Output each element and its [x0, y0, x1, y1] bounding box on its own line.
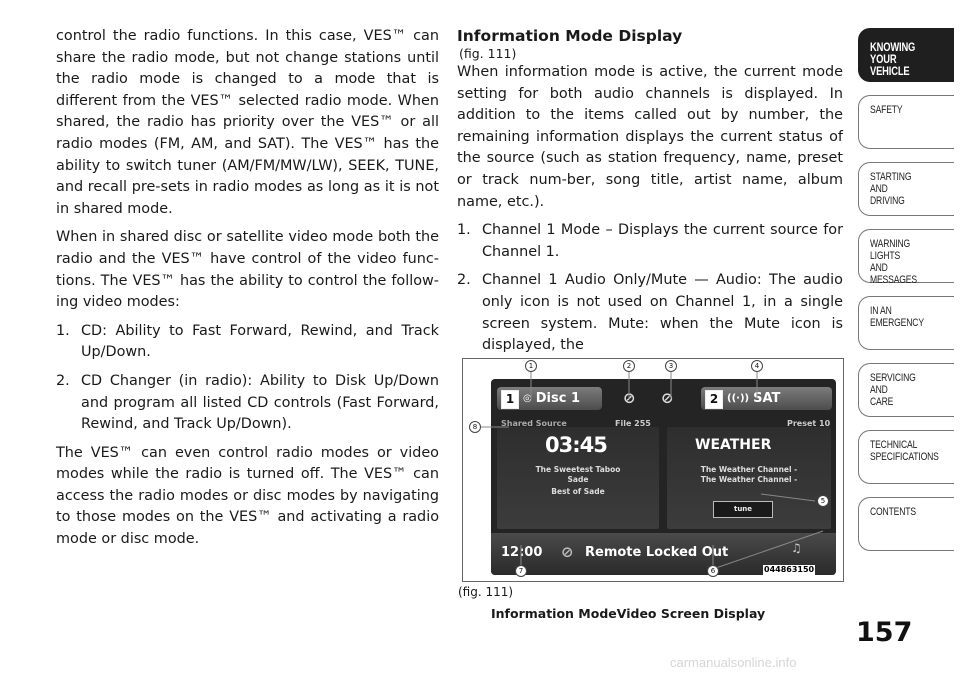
- tab-label: IN AN EMERGENCY: [870, 305, 924, 329]
- mute-icon: ⊘: [623, 389, 636, 407]
- list-text: CD Changer (in radio): Ability to Disk Up/Down and program all listed CD controls (Fast Forward, Rewind, and Track Up/Down).: [81, 372, 439, 433]
- list-item: [56, 371, 439, 436]
- shared-source-label: Shared Source: [501, 419, 567, 428]
- section-heading: Information Mode Display: [457, 27, 683, 45]
- page-number: 157: [856, 617, 913, 648]
- tab-safety[interactable]: [858, 95, 954, 149]
- satellite-icon: ((·)): [727, 393, 750, 404]
- channel1-source-label: Disc 1: [535, 391, 580, 406]
- station-name: WEATHER: [695, 437, 772, 453]
- list-item: [457, 220, 843, 263]
- tab-warning-lights-and-messages[interactable]: [858, 229, 954, 286]
- channel2-source-label: SAT: [753, 391, 781, 406]
- list-item: [457, 270, 843, 356]
- callout-6: 6: [707, 565, 719, 577]
- album-name: Best of Sade: [551, 487, 605, 496]
- list-number: 2.: [56, 372, 70, 389]
- tab-contents[interactable]: [858, 497, 954, 551]
- chapter-tabs: [858, 28, 954, 564]
- tab-label: SAFETY: [870, 104, 903, 116]
- list-text: Channel 1 Audio Only/Mute — Audio: The audio only icon is not used on Channel 1, in a single screen system. Mute: when the Mute icon is displayed, the: [482, 272, 843, 354]
- channel-line: The Weather Channel -: [700, 475, 798, 484]
- list-text: CD: Ability to Fast Forward, Rewind, and Track Up/Down.: [81, 322, 439, 361]
- clock: 12:00: [501, 545, 543, 560]
- callout-5: 5: [817, 495, 829, 507]
- time-played: 03:45: [545, 433, 607, 457]
- list-item: [56, 321, 439, 364]
- channel1-badge: 1: [501, 390, 519, 409]
- watermark: carmanualsonline.info: [670, 655, 797, 670]
- channel2-badge: 2: [705, 390, 723, 409]
- callout-3: 3: [665, 360, 677, 372]
- tune-button: tune: [713, 501, 773, 518]
- tab-label: TECHNICAL SPECIFICATIONS: [870, 439, 939, 463]
- right-column: [457, 26, 843, 364]
- tab-technical-specifications[interactable]: [858, 430, 954, 484]
- video-screen-figure: [462, 358, 844, 582]
- callout-7: 7: [515, 565, 527, 577]
- list-number: 1.: [457, 222, 471, 239]
- tab-in-an-emergency[interactable]: [858, 296, 954, 350]
- tab-label: STARTING AND DRIVING: [870, 171, 912, 207]
- tab-starting-and-driving[interactable]: [858, 162, 954, 216]
- body-paragraph: When in shared disc or satellite video mode both the radio and the VES™ have control of the video func-tions. The VES™ has the ability to control the follow-ing video modes:: [56, 229, 439, 311]
- status-message: Remote Locked Out: [585, 545, 729, 560]
- artist-name: Sade: [567, 475, 589, 484]
- tab-label: KNOWING YOUR VEHICLE: [870, 40, 916, 78]
- tab-label: WARNING LIGHTS AND MESSAGES: [870, 238, 917, 286]
- disc-icon: ◎: [523, 393, 532, 404]
- body-paragraph: The VES™ can even control radio modes or video modes while the radio is turned off. The VES™ can access the radio modes or disc modes by navigating to those modes on the VES™ and activating a radio mode or disc mode.: [56, 444, 439, 548]
- figure-reference: (fig. 111): [458, 585, 514, 599]
- mute-icon: ⊘: [661, 389, 674, 407]
- preset-label: Preset 10: [787, 419, 831, 428]
- no-entry-icon: ⊘: [561, 543, 574, 561]
- tab-label: CONTENTS: [870, 506, 916, 518]
- callout-2: 2: [623, 360, 635, 372]
- list-number: 2.: [457, 272, 471, 289]
- body-paragraph: control the radio functions. In this case, VES™ can share the radio mode, but not change stations until the radio mode is changed to a mode that is different from the VES™ selected radio mode. When shared, the radio has priority over the VES™ or all radio modes (FM, AM, and SAT). The VES™ has the ability to switch tuner (AM/FM/MW/LW), SEEK, TUNE, and recall pre-sets in radio modes as long as it is not in shared mode.: [56, 28, 439, 217]
- left-column: [56, 26, 439, 558]
- callout-1: 1: [525, 360, 537, 372]
- callout-4: 4: [751, 360, 763, 372]
- tab-knowing-your-vehicle[interactable]: [858, 28, 954, 82]
- headphone-icon: ♫: [791, 541, 802, 555]
- figure-caption: Information ModeVideo Screen Display: [491, 606, 766, 621]
- list-number: 1.: [56, 322, 70, 339]
- tab-servicing-and-care[interactable]: [858, 363, 954, 417]
- tab-label: SERVICING AND CARE: [870, 372, 916, 408]
- song-title: The Sweetest Taboo: [535, 465, 621, 474]
- figure-id: 044863150: [764, 565, 815, 574]
- file-label: File 255: [615, 419, 651, 428]
- figure-reference: (fig. 111): [459, 46, 517, 61]
- callout-leaders: [463, 359, 843, 581]
- callout-8: 8: [469, 421, 481, 433]
- channel-line: The Weather Channel -: [700, 465, 798, 474]
- list-text: Channel 1 Mode – Displays the current source for Channel 1.: [482, 222, 843, 260]
- body-paragraph: When information mode is active, the current mode setting for both audio channels is displayed. In addition to the items called out by number, the remaining information displays the current status of the source (such as station frequency, name, preset or track num-ber, song title, artist name, album name, etc.).: [457, 64, 843, 210]
